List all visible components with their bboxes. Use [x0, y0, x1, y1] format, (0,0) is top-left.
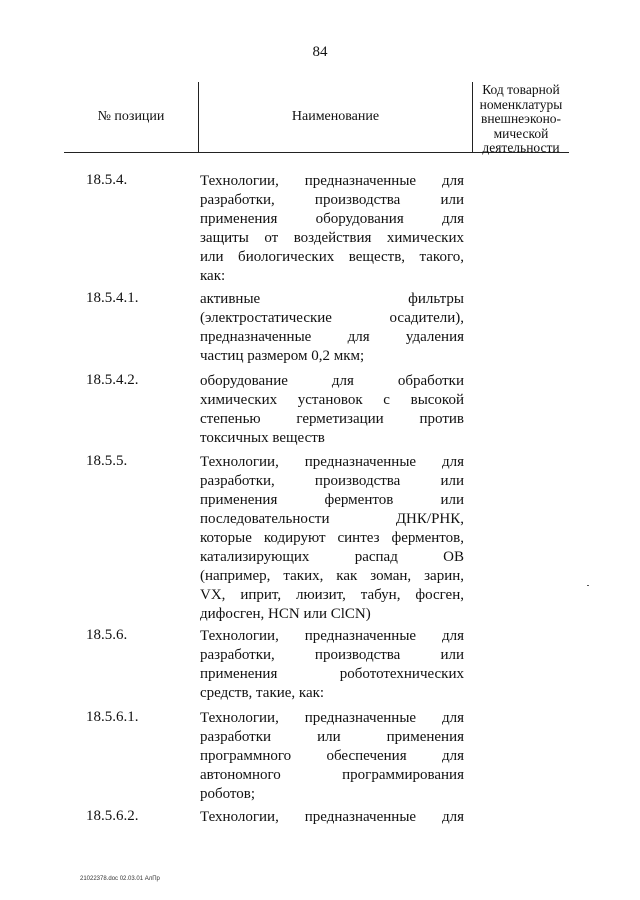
text-line: применения оборудования для: [200, 211, 464, 227]
text-line: Технологии, предназначенные для: [200, 809, 464, 825]
text-line: разработки, производства или: [200, 647, 464, 663]
text-line: средств, такие, как:: [200, 685, 325, 701]
position-number: 18.5.6.2.: [86, 808, 139, 824]
text-line: последовательности ДНК/РНК,: [200, 511, 464, 527]
text-line: программного обеспечения для: [200, 748, 464, 764]
position-column-header: № позиции: [97, 109, 165, 124]
position-number: 18.5.4.: [86, 172, 128, 188]
text-line: разработки или применения: [200, 729, 464, 745]
text-line: которые кодируют синтез ферментов,: [200, 530, 464, 546]
item-description: [200, 808, 464, 827]
code-header-line: мической: [493, 125, 549, 141]
stray-mark: [587, 585, 589, 586]
code-column-header: [473, 82, 569, 153]
item-description: [200, 172, 464, 286]
item-description: [200, 627, 464, 703]
text-line: активные фильтры: [200, 291, 464, 307]
name-column-header: Наименование: [198, 82, 473, 152]
text-line: (например, таких, как зоман, зарин,: [200, 568, 464, 584]
text-line: степенью герметизации против: [200, 411, 464, 427]
code-header-line: внешнеэконо-: [480, 111, 562, 126]
text-line: роботов;: [200, 786, 256, 802]
item-description: [200, 709, 464, 804]
position-number: 18.5.4.1.: [86, 290, 139, 306]
text-line: частиц размером 0,2 мкм;: [200, 348, 365, 364]
text-line: защиты от воздействия химических: [200, 230, 464, 246]
text-line: предназначенные для удаления: [200, 329, 464, 345]
text-line: оборудование для обработки: [200, 373, 464, 389]
document-footer: 21022378.doc 02.03.01 АлПр: [80, 876, 160, 882]
text-line: Технологии, предназначенные для: [200, 454, 464, 470]
text-line: разработки, производства или: [200, 192, 464, 208]
code-header-line: номенклатуры: [479, 96, 563, 112]
item-description: [200, 372, 464, 448]
text-line: токсичных веществ: [200, 430, 325, 446]
text-line: Технологии, предназначенные для: [200, 628, 464, 644]
text-line: автономного программирования: [200, 767, 464, 783]
code-header-line: Код товарной: [482, 82, 560, 97]
text-line: дифосген, HCN или ClCN): [200, 606, 371, 622]
text-line: (электростатические осадители),: [200, 310, 464, 326]
text-line: Технологии, предназначенные для: [200, 710, 464, 726]
item-description: [200, 453, 464, 624]
code-header-line: деятельности: [482, 140, 560, 155]
text-line: химических установок с высокой: [200, 392, 464, 408]
text-line: применения ферментов или: [200, 492, 464, 508]
position-number: 18.5.4.2.: [86, 372, 139, 388]
text-line: как:: [200, 268, 226, 284]
text-line: применения робототехнических: [200, 666, 464, 682]
page-number: 84: [312, 44, 328, 60]
text-line: катализирующих распад ОВ: [200, 549, 464, 565]
text-line: разработки, производства или: [200, 473, 464, 489]
item-description: [200, 290, 464, 366]
table-header: [64, 82, 569, 153]
position-number: 18.5.6.: [86, 627, 128, 643]
text-line: VX, иприт, люизит, табун, фосген,: [200, 587, 464, 603]
text-line: Технологии, предназначенные для: [200, 173, 464, 189]
position-number: 18.5.6.1.: [86, 709, 139, 725]
text-line: или биологических веществ, такого,: [200, 249, 464, 265]
position-number: 18.5.5.: [86, 453, 128, 469]
